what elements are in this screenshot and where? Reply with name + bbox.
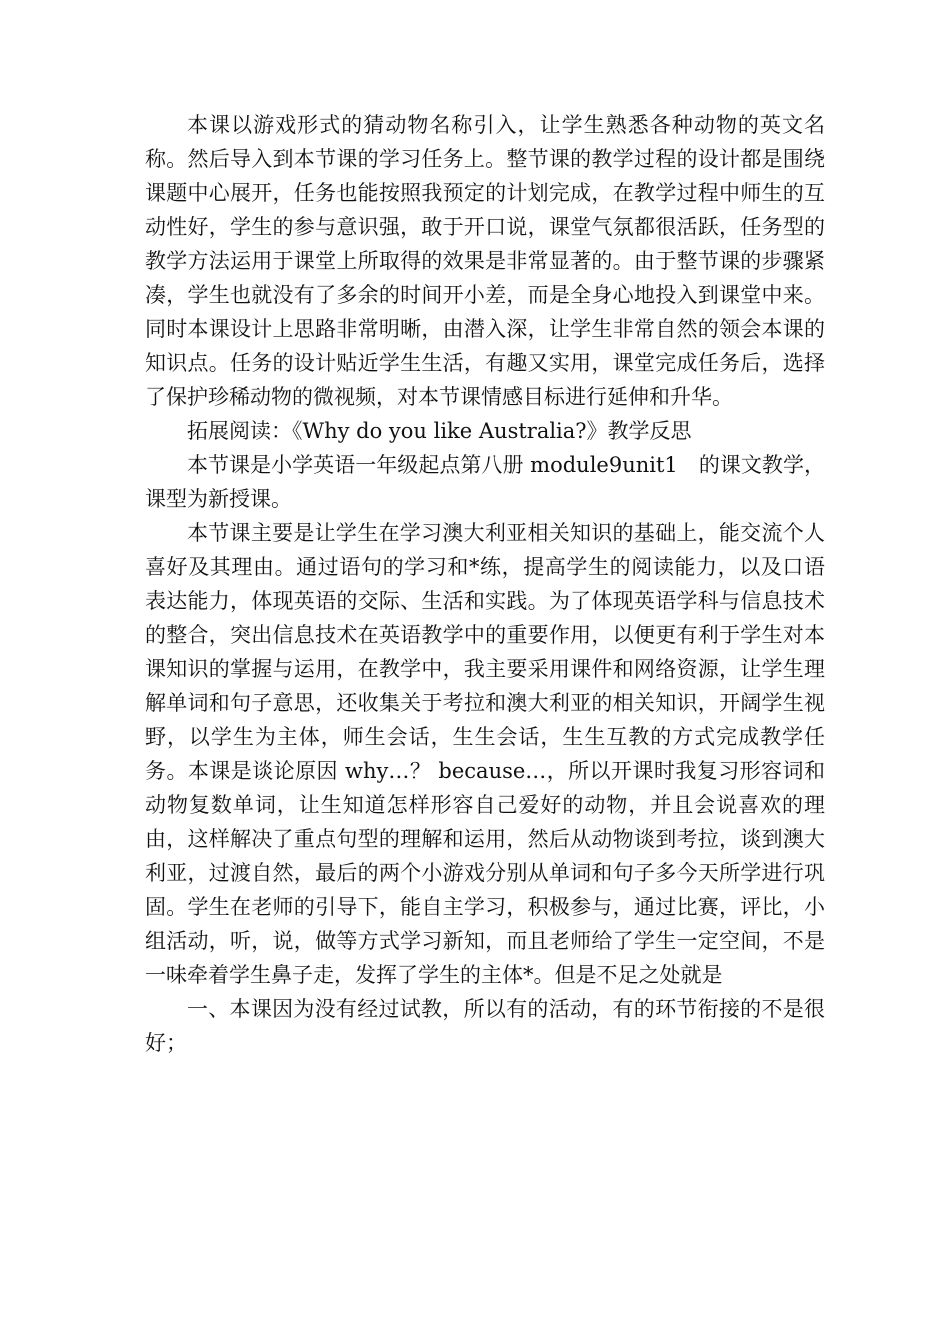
paragraph-lesson-body: 本节课主要是让学生在学习澳大利亚相关知识的基础上，能交流个人喜好及其理由。通过语句的学习和*练，提高学生的阅读能力，以及口语表达能力，体现英语的交际、生活和实践。为了体现英语学科与信息技术的整合，突出信息技术在英语教学中的重要作用，以便更有利于学生对本课知识的掌握与运用，在教学中，我主要采用课件和网络资源，让学生理解单词和句子意思，还收集关于考拉和澳大利亚的相关知识，开阔学生视野，以学生为主体，师生会话，生生会话，生生互教的方式完成教学任务。本课是谈论原因 why…？ because…，所以开课时我复习形容词和动物复数单词，让生知道怎样形容自己爱好的动物，并且会说喜欢的理由，这样解决了重点句型的理解和运用，然后从动物谈到考拉，谈到澳大利亚，过渡自然，最后的两个小游戏分别从单词和句子多今天所学进行巩固。学生在老师的引导下，能自主学习，积极参与，通过比赛，评比，小组活动，听，说，做等方式学习新知，而且老师给了学生一定空间，不是一味牵着学生鼻子走，发挥了学生的主体*。但是不足之处就是 xyxy=(145,521,825,987)
paragraph-lesson-info: 本节课是小学英语一年级起点第八册 module9unit1 的课文教学，课型为新授课。 xyxy=(145,453,825,511)
paragraph-shortcoming-one: 一、本课因为没有经过试教，所以有的活动，有的环节衔接的不是很好； xyxy=(145,997,825,1055)
document-page xyxy=(145,108,825,1060)
paragraph-extended-reading-title: 拓展阅读：《Why do you like Australia?》教学反思 xyxy=(187,419,692,443)
paragraph-intro: 本课以游戏形式的猜动物名称引入，让学生熟悉各种动物的英文名称。然后导入到本节课的学习任务上。整节课的教学过程的设计都是围绕课题中心展开，任务也能按照我预定的计划完成，在教学过程中师生的互动性好，学生的参与意识强，敢于开口说，课堂气氛都很活跃，任务型的教学方法运用于课堂上所取得的效果是非常显著的。由于整节课的步骤紧凑，学生也就没有了多余的时间开小差，而是全身心地投入到课堂中来。同时本课设计上思路非常明晰，由潜入深，让学生非常自然的领会本课的知识点。任务的设计贴近学生生活，有趣又实用，课堂完成任务后，选择了保护珍稀动物的微视频，对本节课情感目标进行延伸和升华。 xyxy=(145,113,825,409)
